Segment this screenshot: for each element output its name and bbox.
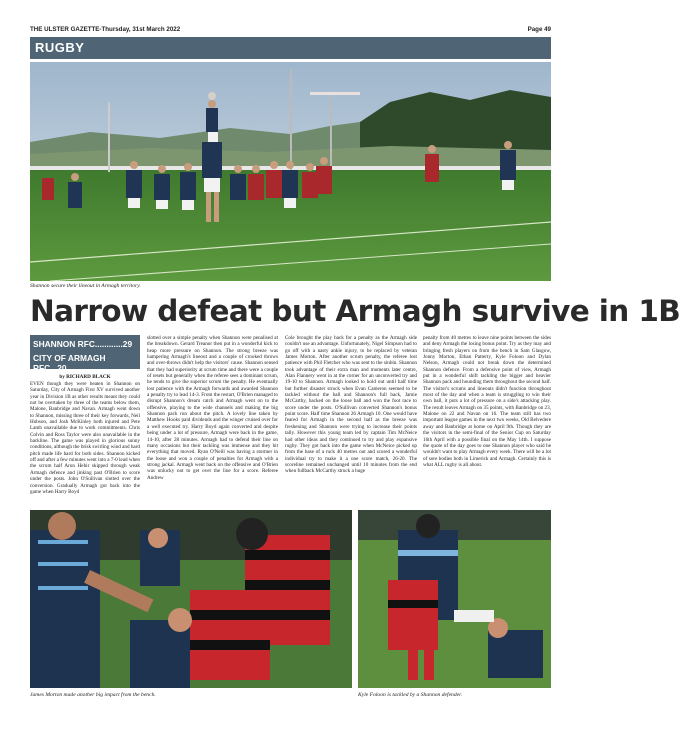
article-column-4	[423, 335, 551, 507]
section-header	[30, 37, 551, 59]
masthead	[30, 26, 551, 36]
bottom-right-caption: Kyle Foloon is tackled by a Shannon defender.	[358, 692, 463, 698]
score-armagh: CITY OF ARMAGH RFC...20	[33, 353, 106, 373]
top-photo-lineout	[30, 62, 551, 281]
scorebox	[30, 335, 140, 373]
page-number: Page 49	[527, 26, 551, 33]
article-text: penalty from 40 metres to leave nine points between the sides and deny Armagh the losing bonus point. Try as they may and bringing fresh players on from the bench in Sam Glasgow, Jonny Morton, Ethan Patterty, Kyle Foloon and Dylan Nelson, Armagh could not break down the determined Shannon defence. From a defensive point of view, Armagh put in a wonderful shift tackling the bigger and heavier Shannon pack and hounding them throughout the second half. The visitor's scrums and lineouts didn't function throughout most of the day and when a team is struggling to win their own ball, it puts a lot of pressure on a side's attacking play. The result leaves Armagh on 35 points, with Banbridge on 23, Malone on 22 and Navan on 16. The team still has two important league games in the next two weeks, Old Belvedere away and Banbridge at home on April 9th. Though they are the visitors in the semi-final of the Senior Cup on Saturday 16th April with a possible final on the May 14th. I suppose the quote of the day goes to one Shannon player who said he wouldn't want to play Armagh every week. There will be a lot of sore bodies both in Limerick and Armagh. Certainly this is what ALL rugby is all about.	[423, 335, 551, 468]
top-photo-caption: Shannon secure their lineout in Armagh territory.	[30, 283, 141, 289]
article-column-3	[285, 335, 417, 507]
article-text: slotted over a simple penalty when Shannon were penalised at the breakdown. Gerard Treanor then put in a wonderful kick to heap more pressure on Shannon. The strong breeze was hampering Armagh's lineout and a couple of crooked throws and over-throws didn't help the visitors' cause. Shannon sensed that they had superiority at scrum time and there were a couple of resets but generally when the referee sees a dominant scrum, he tends to give the superior scrum the penalty. He eventually lost patience with the Armagh forwards and awarded Shannon a penalty try to lead 14-3. From the restart, O'Brien managed to disrupt Shannon's dream catch and Armagh went on to the offensive, playing to the wide channels and making the big Shannon pack run about the pitch. A lovely line taken by Matthew Hooks paid dividends and the winger cruised over for a well executed try. Harry Boyd again converted and despite being under a lot of pressure, Armagh were back in the game, 14-10, after 28 minutes. Armagh had to defend their line on many occasions but their tackling was immense and they hit everything that moved. Ryan O'Neill was having a stormer in the loose and won a couple of penalties for Armagh with a strong jackal. Armagh went back on the offensive and O'Brien was unlucky not to get over the line for a score. Referee Andrew	[147, 335, 278, 481]
publication-date: THE ULSTER GAZETTE-Thursday, 31st March 2022	[30, 26, 181, 33]
bottom-right-photo	[358, 510, 551, 688]
bottom-left-caption: James Morton made another big impact from the bench.	[30, 692, 156, 698]
article-text: Cole brought the play back for a penalty as the Armagh side couldn't use an advantage. Unfortunately, Nigel Simpson had to go off with a nasty ankle injury, to be replaced by veteran James Morton. After another scrum penalty, the referee lost patience with Phil Fletcher who was sent to the sinbin. Shannon took advantage of their extra man and moments later centre, Alan Flannery went in at the corner for an unconverted try and 19-10 to Shannon. Armagh looked to hold out until half time but further disaster struck when Evan Cameron seemed to be tackled without the ball and Shannon's full back, Jamie McCarthy, hacked on the loose ball and won the foot race to score under the posts. O'Sullivan converted Shannon's bonus point score. Half time Shannon 26 Armagh 10. One would have feared for Armagh in the second half as the breeze was freshening and Shannon were trying to increase their points tally. However this young team led by captain Tim McNeice had other ideas and they continued to try and play expansive rugby. They got back into the game when McNeice picked up from the base of a ruck 40 metres out and scored a wonderful individual try to make it a one score match, 26-20. The scoreline remained unchanged until 10 minutes from the end when fullback McCarthy struck a huge	[285, 335, 417, 475]
article-column-1	[30, 381, 140, 507]
section-title: RUGBY	[35, 40, 85, 55]
score-shannon: SHANNON RFC............29	[33, 339, 133, 349]
headline: Narrow defeat but Armagh survive in 1B	[30, 294, 680, 328]
article-text: EVEN though they were beaten in Shannon on Saturday, City of Armagh First XV survived another year in Division 1B as other results meant they could not be overtaken by three of the teams below them, Malone, Banbridge and Navan. Armagh went down to Shannon, missing three of their key forwards, Neil Hobson, and Josh McKinley both injured and Pete Lamb unavailable due to work commitments. Chris Colvin and Ross Taylor were also unavailable in the backline. The game was played in glorious sunny conditions, although the brisk swirling wind and hard pitch made life hard for both sides. Shannon kicked off and after a few minutes went into a 7-0 lead when the scrum half Arun Hehir skipped through weak Armagh defence and jinking past O'Brien to score under the posts. John O'Sullivan slotted over the conversion. Gradually Armagh got back into the game when Harry Boyd	[30, 381, 140, 495]
article-column-2	[147, 335, 278, 507]
byline: by RICHARD BLACK	[59, 374, 111, 380]
bottom-left-photo	[30, 510, 352, 688]
